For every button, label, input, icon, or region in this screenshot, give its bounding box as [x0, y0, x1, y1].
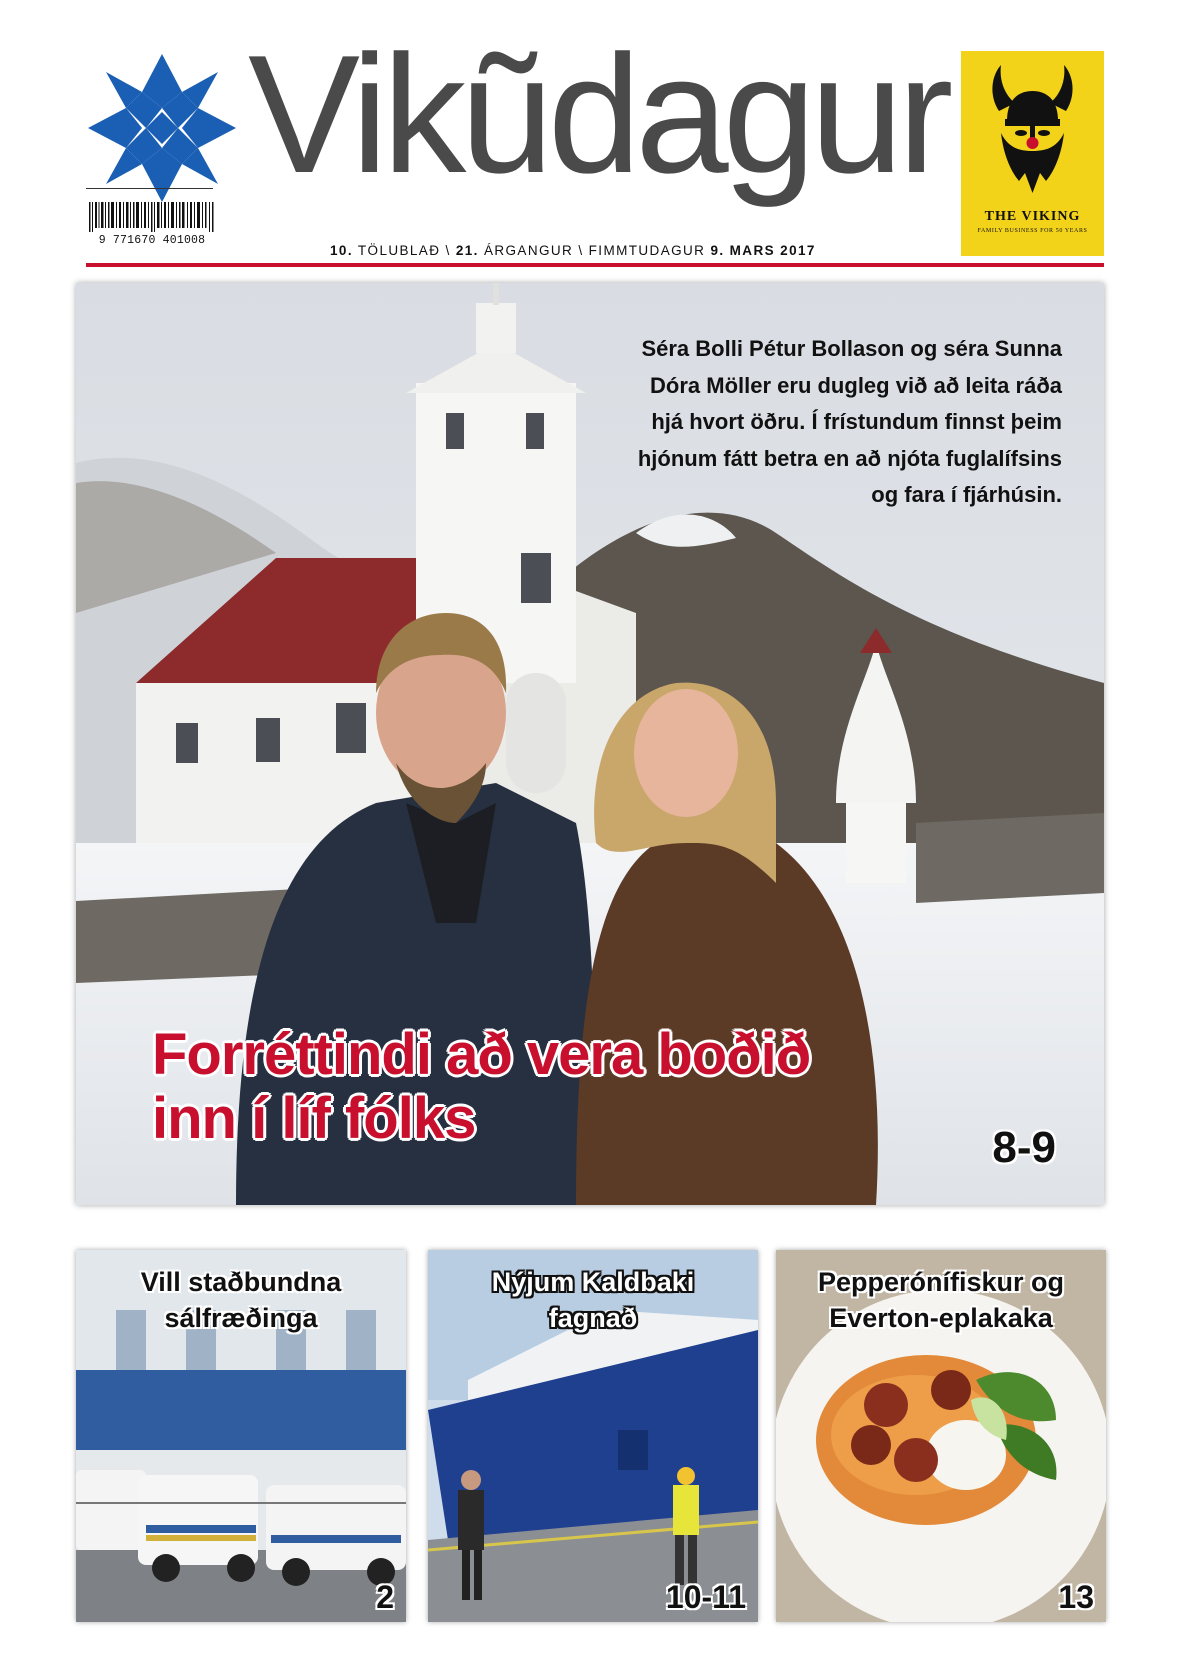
teaser-title — [76, 1264, 406, 1336]
teaser-title — [776, 1264, 1106, 1336]
volume-number: 21. — [455, 243, 479, 258]
lead-story-headline[interactable] — [152, 1023, 1052, 1151]
newspaper-star-logo — [86, 52, 238, 204]
issue-separator: \ — [445, 243, 451, 258]
teaser-title-line: fagnað — [548, 1303, 638, 1333]
teaser-recipes[interactable] — [776, 1250, 1106, 1622]
headline-line-2: inn í líf fólks — [152, 1086, 476, 1151]
teaser-page-ref: 2 — [376, 1579, 394, 1615]
lead-story-caption: Séra Bolli Pétur Bollason og séra Sunna Dóra Möller eru dugleg við að leita ráða hjá hvort öðru. Í frístundum finnst þeim hjónum fátt betra en að njóta fuglalífsins og fara í fjárhúsin. — [637, 336, 1062, 507]
teaser-kaldbakur[interactable] — [428, 1250, 758, 1622]
teaser-page-ref: 10-11 — [665, 1579, 746, 1615]
issue-line — [330, 243, 816, 258]
issue-number: 10. — [330, 243, 353, 258]
header-red-rule — [86, 263, 1104, 267]
headline-line-1: Forréttindi að vera boðið — [152, 1022, 811, 1087]
viking-tagline: FAMILY BUSINESS FOR 50 YEARS — [977, 228, 1088, 234]
viking-brand: THE VIKING — [984, 209, 1081, 224]
viking-helmet-icon — [961, 51, 1104, 201]
teaser-title-line: sálfræðinga — [164, 1303, 318, 1333]
masthead-title: Vikũdagur — [248, 20, 948, 208]
teaser-title — [428, 1264, 758, 1336]
issue-date: 9. MARS 2017 — [710, 243, 816, 258]
lead-story-page-ref: 8-9 — [992, 1123, 1056, 1172]
teaser-title-line: Everton-eplakaka — [829, 1303, 1053, 1333]
teaser-page-ref: 13 — [1058, 1579, 1094, 1615]
viking-advertisement[interactable] — [961, 51, 1104, 256]
teaser-title-line: Vill staðbundna — [140, 1267, 342, 1297]
teaser-title-line: Pepperónífiskur og — [817, 1267, 1065, 1297]
barcode-image — [89, 202, 215, 232]
teaser-psychologists[interactable] — [76, 1250, 406, 1622]
teaser-title-line: Nýjum Kaldbaki — [491, 1267, 695, 1297]
issue-separator: \ — [578, 243, 584, 258]
masthead-divider — [86, 188, 213, 189]
lead-story[interactable] — [76, 283, 1104, 1205]
issue-label: TÖLUBLAÐ — [357, 243, 441, 258]
issue-weekday: FIMMTUDAGUR — [588, 243, 706, 258]
volume-label: ÁRGANGUR — [483, 243, 574, 258]
barcode-number: 9 771670 401008 — [98, 234, 206, 247]
